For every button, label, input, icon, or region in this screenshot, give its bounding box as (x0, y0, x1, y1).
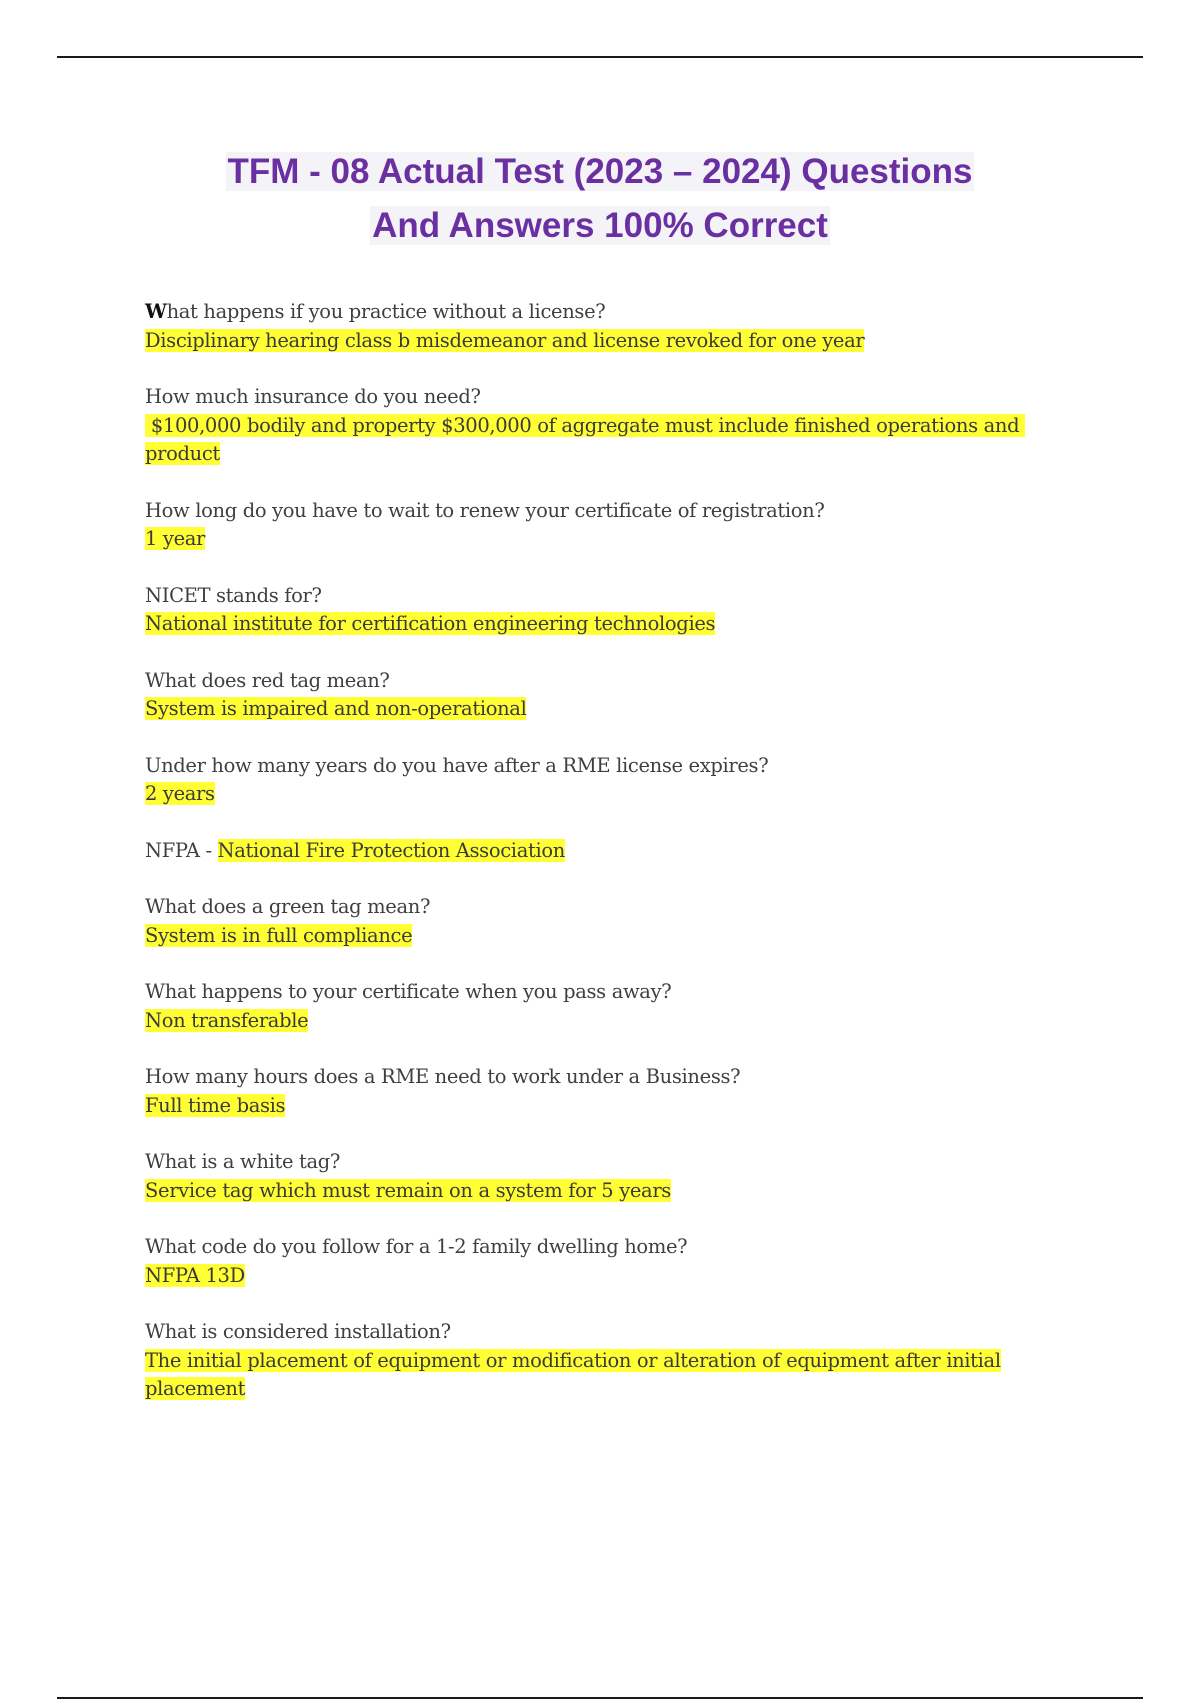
qa-item (145, 497, 1090, 554)
answer: 2 years (145, 782, 215, 805)
qa-item (145, 298, 1090, 355)
question: What does red tag mean? (145, 668, 390, 692)
question: NICET stands for? (145, 583, 322, 607)
question-inline (145, 837, 1090, 866)
qa-item (145, 383, 1090, 469)
question: What code do you follow for a 1-2 family dwelling home? (145, 1235, 688, 1258)
answer: $100,000 bodily and property $300,000 of aggregate must include finished operations and product (145, 413, 1026, 465)
question: How many hours does a RME need to work under a Business? (145, 1065, 741, 1088)
qa-item (145, 1148, 1090, 1205)
answer: Non transferable (145, 1008, 309, 1032)
question: What does a green tag mean? (145, 895, 431, 918)
answer: System is impaired and non-operational (145, 697, 527, 720)
title-line-2: And Answers 100% Correct (372, 206, 828, 245)
qa-item (145, 978, 1090, 1035)
answer: Service tag which must remain on a system for 5 years (145, 1178, 671, 1202)
answer: Disciplinary hearing class b misdemeanor and license revoked for one year (145, 328, 865, 352)
qa-list (145, 298, 1090, 1432)
question-text: hat happens if you practice without a license? (166, 300, 606, 323)
question: What is considered installation? (145, 1320, 451, 1343)
qa-item (145, 837, 1090, 866)
qa-item (145, 893, 1090, 950)
question: What happens to your certificate when you pass away? (145, 980, 672, 1003)
question: How long do you have to wait to renew your certificate of registration? (145, 498, 825, 522)
answer: System is in full compliance (145, 923, 413, 947)
answer: NFPA 13D (145, 1263, 245, 1287)
qa-item (145, 752, 1090, 809)
title-line-1: TFM - 08 Actual Test (2023 – 2024) Questions (227, 152, 973, 191)
qa-item (145, 1063, 1090, 1120)
question: Under how many years do you have after a RME license expires? (145, 753, 769, 777)
qa-item (145, 667, 1090, 724)
document-title (100, 145, 1100, 253)
bottom-rule (57, 1697, 1143, 1699)
qa-item (145, 1233, 1090, 1290)
answer: Full time basis (145, 1093, 286, 1117)
question: What is a white tag? (145, 1150, 340, 1173)
question: How much insurance do you need? (145, 385, 481, 408)
answer: 1 year (145, 527, 206, 550)
qa-item (145, 582, 1090, 639)
question-prefix: NFPA - (145, 838, 218, 862)
answer: National institute for certification engineering technologies (145, 612, 716, 635)
top-rule (57, 56, 1143, 58)
answer: The initial placement of equipment or modification or alteration of equipment after initial placement (145, 1348, 1001, 1400)
qa-item (145, 1318, 1090, 1404)
question (145, 298, 1090, 327)
answer: National Fire Protection Association (217, 838, 565, 862)
question-initial: W (145, 300, 167, 323)
